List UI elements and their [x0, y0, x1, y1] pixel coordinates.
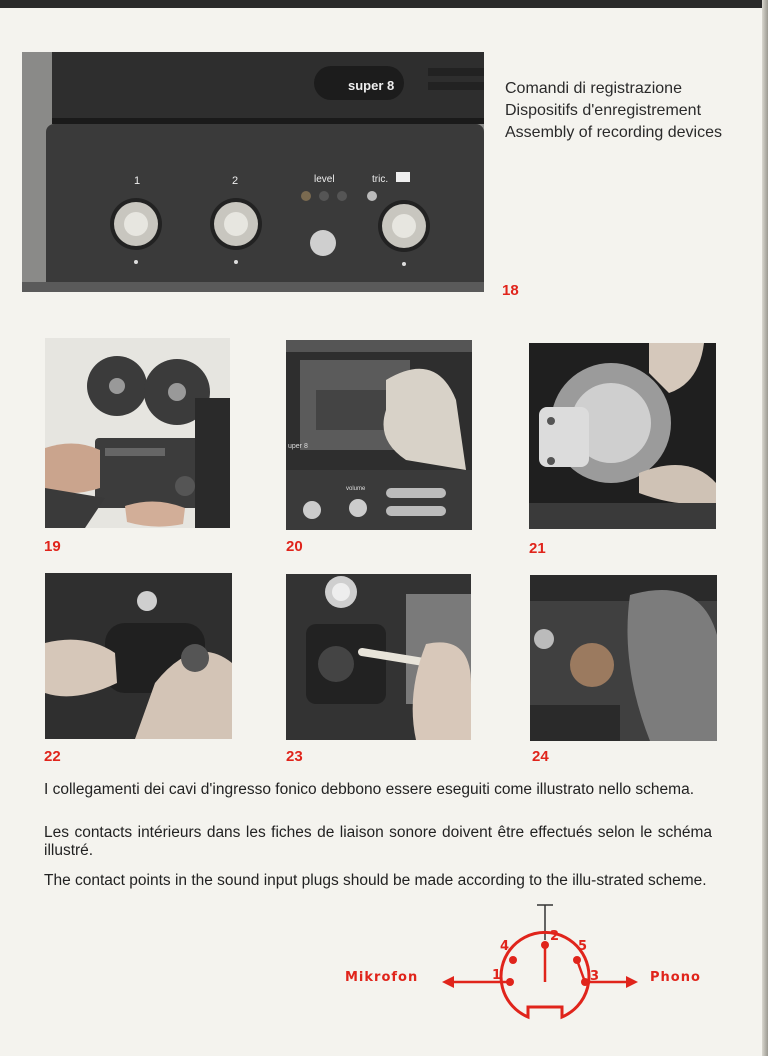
- fig20-brand-text: uper 8: [288, 443, 308, 450]
- control-panel-illustration: [22, 52, 484, 292]
- mikrofon-label: Mikrofon: [345, 970, 419, 985]
- pin-4-dot: [509, 956, 517, 964]
- lamp-replacement-illustration: [529, 343, 716, 529]
- photo-control-panel: [22, 52, 484, 292]
- lens-removal-illustration: [45, 573, 232, 739]
- photo-lamp-replacement: [529, 343, 716, 529]
- tric-label: tric.: [372, 174, 389, 185]
- photo-projector-reels: [45, 338, 230, 528]
- figure-24-number: 24: [532, 748, 549, 765]
- page-top-edge: [0, 0, 768, 8]
- photo-sound-head: [530, 575, 717, 741]
- photo-tape-threading: [286, 340, 472, 530]
- arrow-right-icon: [626, 976, 638, 988]
- tape-threading-illustration: [286, 340, 472, 530]
- pin-2-number: 2: [550, 929, 560, 944]
- phono-label: Phono: [650, 970, 701, 985]
- figure-21-number: 21: [529, 540, 546, 557]
- photo-cleaning: [286, 574, 471, 740]
- plug-wiring-diagram: [330, 900, 730, 1030]
- photo-lens-removal: [45, 573, 232, 739]
- paragraph-italian: I collegamenti dei cavi d'ingresso fonico debbono essere eseguiti come illustrato nello schema.: [44, 781, 695, 798]
- caption-english: Assembly of recording devices: [505, 124, 722, 141]
- pin-4-number: 4: [500, 939, 510, 954]
- paragraph-french: Les contacts intérieurs dans les fiches de liaison sonore doivent être effectués selon le schéma illustré.: [44, 824, 712, 859]
- pin-1-number: 1: [492, 968, 502, 983]
- arrow-left-icon: [442, 976, 454, 988]
- figure-caption: [505, 78, 722, 144]
- pin-3-number: 3: [590, 969, 600, 984]
- projector-reels-illustration: [45, 338, 230, 528]
- figure-22-number: 22: [44, 748, 61, 765]
- caption-italian: Comandi di registrazione: [505, 80, 682, 97]
- figure-19-number: 19: [44, 538, 61, 555]
- sound-head-illustration: [530, 575, 717, 741]
- pin-5-number: 5: [578, 939, 588, 954]
- knob-1-label: 1: [134, 175, 141, 187]
- knob-2-label: 2: [232, 175, 239, 187]
- figure-18-number: 18: [502, 282, 519, 299]
- cleaning-illustration: [286, 574, 471, 740]
- figure-20-number: 20: [286, 538, 303, 555]
- panel-brand-text: super 8: [348, 78, 395, 93]
- paragraph-english: The contact points in the sound input plugs should be made according to the illu-strated scheme.: [44, 872, 707, 889]
- fig20-volume-text: volume: [346, 486, 366, 492]
- level-label: level: [314, 174, 335, 185]
- figure-23-number: 23: [286, 748, 303, 765]
- page-right-edge: [762, 0, 768, 1056]
- caption-french: Dispositifs d'enregistrement: [505, 102, 702, 119]
